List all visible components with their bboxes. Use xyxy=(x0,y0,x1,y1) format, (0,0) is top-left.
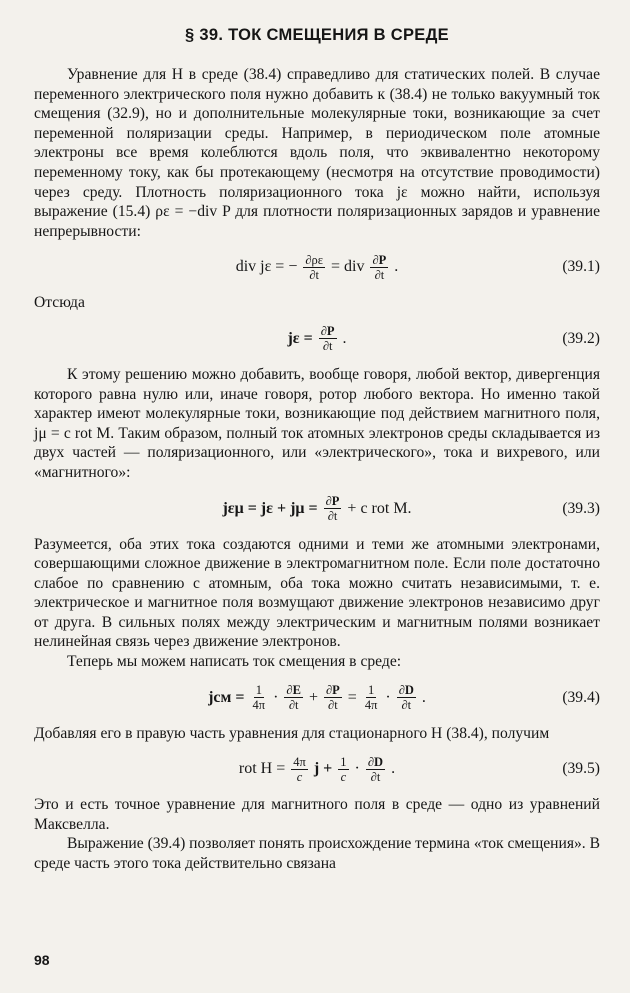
eq1-lhs: div jε = − xyxy=(235,258,298,276)
paragraph-8: Выражение (39.4) позволяет понять происхождение термина «ток смещения». В среде часть этого тока действительно связана xyxy=(34,835,600,873)
paragraph-1: Уравнение для H в среде (38.4) справедливо для статических полей. В случае переменного электрического поля нужно добавить к (38.4) не только вакуумный ток смещения (32.9), но и дополнительные молекулярные токи, возникающие за счет переменной поляризации среды. Например, в периодическом поле атомные электроны все время колеблются вдоль поля, что эквивалентно некоторому переменному току, как бы протекающему (несмотря на отсутствие проводимости) через среду. Плотность поляризационного тока jε можно найти, используя выражение (15.4) ρε = −div P для плотности поляризационных зарядов и уравнение непрерывности: xyxy=(34,66,600,240)
eq4-lhs: jсм = xyxy=(208,688,245,706)
equation-39-3 xyxy=(34,489,600,529)
eq1-number: (39.1) xyxy=(562,258,600,276)
page-content xyxy=(34,22,600,874)
paragraph-7: Это и есть точное уравнение для магнитного поля в среде — одно из уравнений Максвелла. xyxy=(34,796,600,833)
eq3-number: (39.3) xyxy=(562,499,600,517)
paragraph-6: Добавляя его в правую часть уравнения для стационарного H (38.4), получим xyxy=(34,724,550,742)
equation-39-4: jсм = $\frac{1}{4\pi}$ · $\frac{\partial E}{\partial t}$ + $\frac{\partial P}{\partial t}$ = $\frac{1}{4\pi}$ · $\frac{\partial D}{\partial t}$ . (39.4) xyxy=(208,683,600,713)
eq2-number: (39.2) xyxy=(562,329,600,347)
eq5-lhs: rot H = xyxy=(238,760,286,778)
eq1-fraction-2: $\frac{\partial P}{\partial t}$ xyxy=(372,252,387,282)
paragraph-2: Отсюда xyxy=(34,294,85,312)
equation-39-2: jε = $\frac{\partial P}{\partial t}$ . (39.2) xyxy=(287,324,600,354)
paragraph-4: Разумеется, оба этих тока создаются одними и теми же атомными электронами, совершающими сложное движение в электромагнитном поле. Если поле достаточно слабое по сравнению с атомным, оба тока можно считать независимыми, т. е. электрическое и магнитное поля возмущают движение электронов независимо друг от друга. В сильных полях между электрическим и магнитным полями возникает нелинейная связь через движение электронов. xyxy=(34,535,600,651)
eq4-number: (39.4) xyxy=(562,688,600,706)
eq1-fraction-1: $\frac{\partial\rho\varepsilon}{\partial t}$ xyxy=(305,252,324,282)
paragraph-5: Теперь мы можем написать ток смещения в среде: xyxy=(67,653,402,671)
paragraph-3: К этому решению можно добавить, вообще говоря, любой вектор, дивергенция которого равна нулю или, иначе говоря, ротор любого вектора. Но именно такой характер имеют молекулярные токи, возникающие под действием магнитного поля, jμ = c rot M. Таким образом, полный ток атомных электронов среды складывается из двух частей — поляризационного, или «электрического», тока и вихревого, или «магнитного»: xyxy=(34,365,600,481)
eq3-end: + c rot M. xyxy=(347,499,412,517)
eq2-fraction: $\frac{\partial P}{\partial t}$ xyxy=(320,324,335,354)
equation-39-1: div jε = − $\frac{\partial\rho\varepsilon}{\partial t}$ = div $\frac{\partial P}{\partial t}$ . (39.1) xyxy=(235,252,600,282)
eq1-mid: = div xyxy=(331,258,365,276)
eq3-fraction: $\frac{\partial P}{\partial t}$ xyxy=(325,494,340,523)
section-heading: § 39. ТОК СМЕЩЕНИЯ В СРЕДЕ xyxy=(185,26,449,44)
eq3-lhs: jεμ = jε + jμ = xyxy=(222,499,318,517)
eq5-number: (39.5) xyxy=(562,760,600,778)
equation-39-5: rot H = $\frac{4\pi}{c}$ j + $\frac{1}{c}$ · $\frac{\partial D}{\partial t}$ . (39.5) xyxy=(238,754,600,784)
eq2-lhs: jε = xyxy=(287,329,313,347)
page-number: 98 xyxy=(34,952,50,968)
